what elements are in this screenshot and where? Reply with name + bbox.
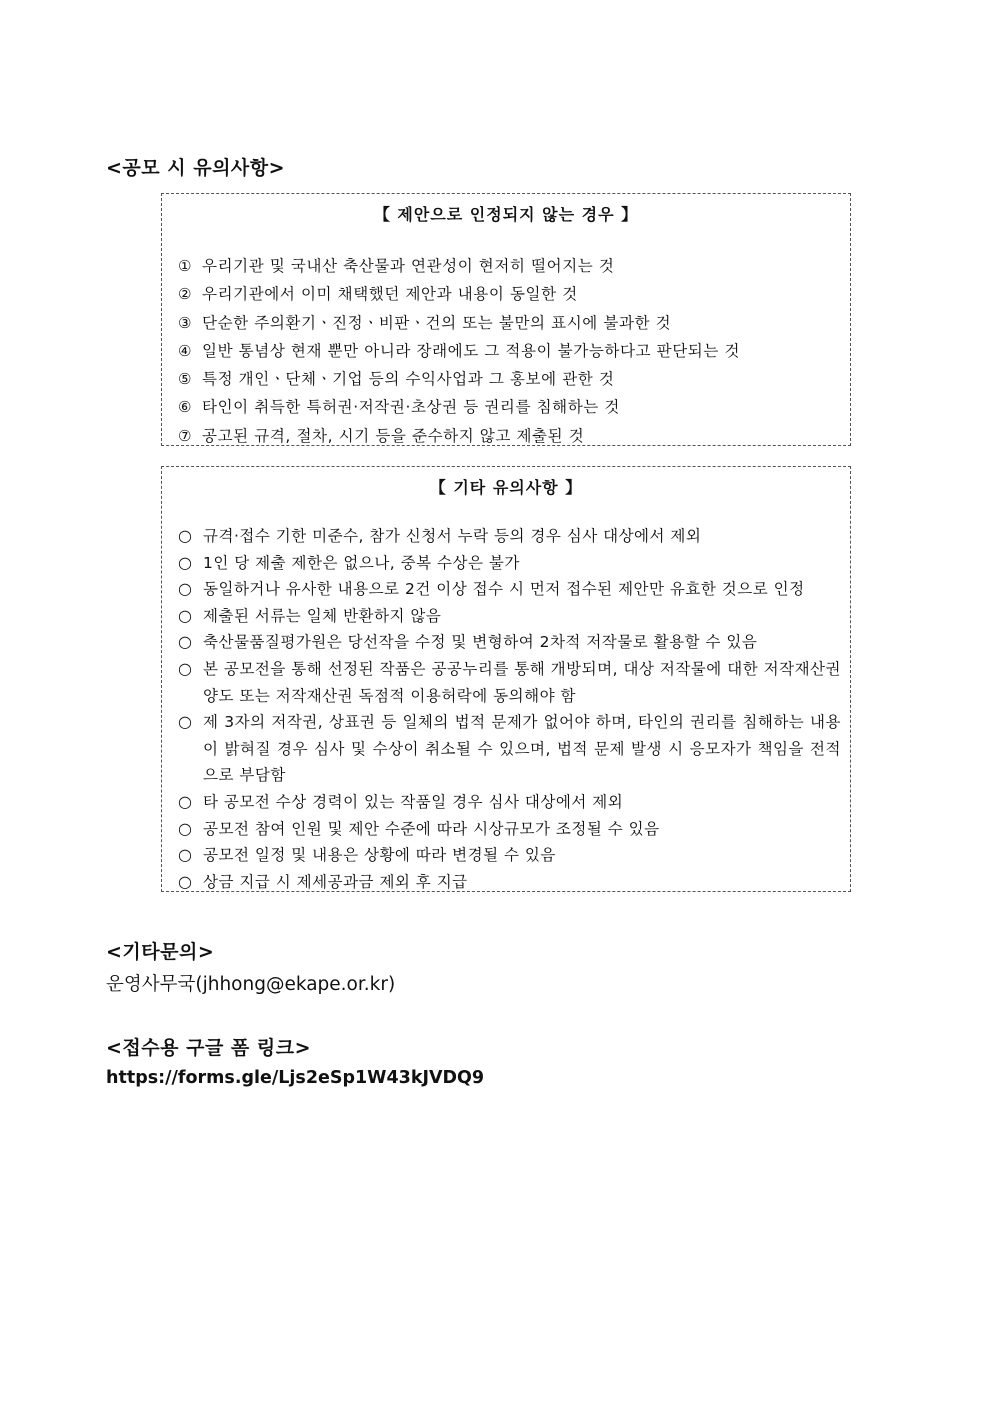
list-item — [162, 252, 850, 280]
item-marker: ○ — [178, 791, 193, 811]
item-text: 우리기관에서 이미 채택했던 제안과 내용이 동일한 것 — [202, 285, 578, 304]
item-text: 제출된 서류는 일체 반환하지 않음 — [203, 606, 442, 625]
inquiry-heading: <기타문의> — [106, 941, 215, 963]
item-marker: ⑦ — [178, 426, 193, 445]
form-link-url[interactable]: https://forms.gle/Ljs2eSp1W43kJVDQ9 — [106, 1068, 485, 1088]
item-text: 공모전 일정 및 내용은 상황에 따라 변경될 수 있음 — [203, 846, 556, 865]
list-item — [162, 576, 850, 603]
item-text: 축산물품질평가원은 당선작을 수정 및 변형하여 2차적 저작물로 활용할 수 있음 — [203, 633, 758, 652]
notice-heading: <공모 시 유의사항> — [106, 157, 286, 179]
list-item — [162, 393, 850, 421]
item-text: 상금 지급 시 제세공과금 제외 후 지급 — [203, 872, 468, 891]
list-item — [162, 523, 850, 550]
rejected-cases-list — [162, 252, 850, 450]
item-marker: ○ — [178, 658, 193, 678]
list-item — [162, 789, 850, 816]
item-text: 1인 당 제출 제한은 없으나, 중복 수상은 불가 — [203, 553, 520, 572]
other-notes-box — [161, 466, 851, 892]
list-item — [162, 656, 850, 709]
item-marker: ○ — [178, 845, 193, 865]
list-item — [162, 869, 850, 896]
item-marker: ○ — [178, 579, 193, 599]
list-item — [162, 550, 850, 577]
list-item — [162, 842, 850, 869]
item-marker: ○ — [178, 632, 193, 652]
item-text: 단순한 주의환기ㆍ진정ㆍ비판ㆍ건의 또는 불만의 표시에 불과한 것 — [202, 313, 672, 332]
rejected-cases-box — [161, 193, 851, 446]
list-item — [162, 709, 850, 789]
item-text: 타 공모전 수상 경력이 있는 작품일 경우 심사 대상에서 제외 — [203, 792, 624, 811]
item-marker: ⑤ — [178, 370, 193, 389]
item-marker: ④ — [178, 341, 193, 360]
item-text: 동일하거나 유사한 내용으로 2건 이상 접수 시 먼저 접수된 제안만 유효한 것으로 인정 — [203, 580, 805, 599]
item-marker: ○ — [178, 605, 193, 625]
other-notes-list — [162, 523, 850, 895]
item-marker: ○ — [178, 871, 193, 891]
item-text: 일반 통념상 현재 뿐만 아니라 장래에도 그 적용이 불가능하다고 판단되는 것 — [202, 341, 741, 360]
other-notes-title: 【 기타 유의사항 】 — [429, 478, 583, 497]
item-marker: ○ — [178, 818, 193, 838]
form-link-heading: <접수용 구글 폼 링크> — [106, 1037, 312, 1059]
item-text: 타인이 취득한 특허권·저작권·초상권 등 권리를 침해하는 것 — [202, 398, 620, 417]
item-marker: ○ — [178, 552, 193, 572]
item-marker: ○ — [178, 712, 193, 732]
item-text: 본 공모전을 통해 선정된 작품은 공공누리를 통해 개방되며, 대상 저작물에 대한 저작재산권 양도 또는 저작재산권 독점적 이용허락에 동의해야 함 — [203, 659, 841, 705]
item-text: 우리기관 및 국내산 축산물과 연관성이 현저히 떨어지는 것 — [202, 257, 615, 275]
item-text: 공고된 규격, 절차, 시기 등을 준수하지 않고 제출된 것 — [202, 426, 585, 445]
list-item — [162, 422, 850, 450]
list-item — [162, 309, 850, 337]
list-item — [162, 280, 850, 308]
item-text: 특정 개인ㆍ단체ㆍ기업 등의 수익사업과 그 홍보에 관한 것 — [202, 370, 615, 389]
item-marker: ○ — [178, 526, 193, 545]
item-marker: ② — [178, 285, 193, 304]
list-item — [162, 629, 850, 656]
item-text: 공모전 참여 인원 및 제안 수준에 따라 시상규모가 조정될 수 있음 — [203, 819, 660, 838]
item-text: 규격·접수 기한 미준수, 참가 신청서 누락 등의 경우 심사 대상에서 제외 — [203, 527, 702, 545]
item-text: 제 3자의 저작권, 상표권 등 일체의 법적 문제가 없어야 하며, 타인의 권리를 침해하는 내용이 밝혀질 경우 심사 및 수상이 취소될 수 있으며, 법적 문제 발생 시 응모자가 책임을 전적으로 부담함 — [203, 713, 841, 785]
list-item — [162, 603, 850, 630]
item-marker: ① — [178, 257, 193, 275]
item-marker: ③ — [178, 313, 193, 332]
list-item — [162, 337, 850, 365]
item-marker: ⑥ — [178, 398, 193, 417]
list-item — [162, 816, 850, 843]
rejected-cases-title: 【 제안으로 인정되지 않는 경우 】 — [373, 205, 639, 224]
inquiry-contact: 운영사무국(jhhong@ekape.or.kr) — [106, 974, 396, 995]
list-item — [162, 365, 850, 393]
